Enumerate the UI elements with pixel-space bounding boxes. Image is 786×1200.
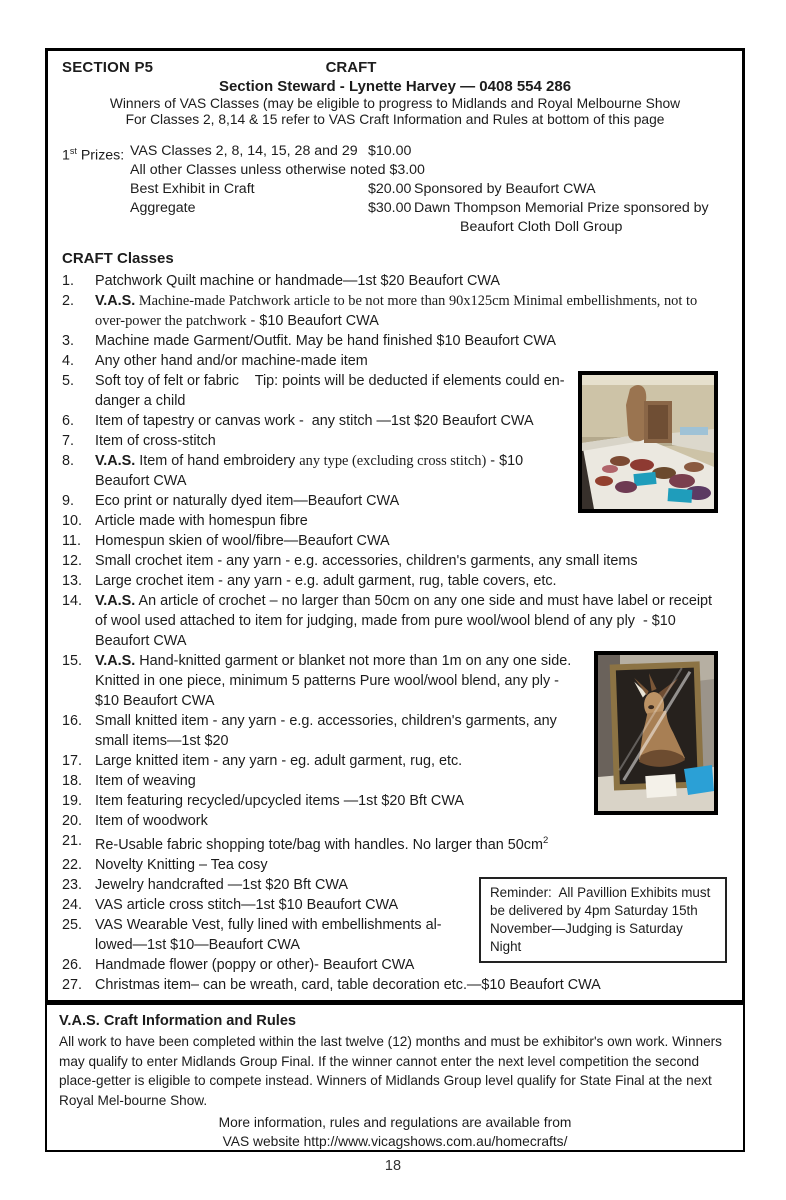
- rules-heading: V.A.S. Craft Information and Rules: [59, 1013, 297, 1029]
- prizes-section: [62, 142, 728, 237]
- section-label: SECTION P5: [62, 59, 154, 76]
- craft-class-item: [62, 651, 728, 711]
- craft-class-item: [62, 271, 728, 291]
- class-text: Patchwork Quilt machine or handmade—1st $20 Beaufort CWA: [95, 273, 500, 289]
- class-text: Item of tapestry or canvas work - any stitch —1st $20 Beaufort CWA: [95, 413, 534, 429]
- class-text: Item of cross-stitch: [95, 433, 216, 449]
- class-text: V.A.S. Machine-made Patchwork article to be not more than 90x125cm Minimal embellishments, not to over-power the patchwork - $10 Beaufort CWA: [95, 293, 701, 329]
- class-number: 7.: [62, 433, 75, 449]
- prize-row: [130, 142, 728, 161]
- prize-amount: [368, 161, 414, 180]
- class-text: Eco print or naturally dyed item—Beaufort CWA: [95, 493, 400, 509]
- class-text: Item featuring recycled/upcycled items —1st $20 Bft CWA: [95, 793, 464, 809]
- class-text: Soft toy of felt or fabric Tip: points will be deducted if elements could en-danger a child: [95, 373, 565, 409]
- prize-amount: $10.00: [368, 143, 412, 159]
- page-number: 18: [384, 1158, 402, 1174]
- class-number: 14.: [62, 593, 83, 609]
- craft-class-item: [62, 915, 728, 955]
- craft-class-item: [62, 511, 728, 531]
- craft-class-item: [62, 551, 728, 571]
- prize-sponsor: [414, 161, 728, 180]
- craft-class-item: [62, 431, 728, 451]
- class-text: Item of woodwork: [95, 813, 208, 829]
- class-text: Small knitted item - any yarn - e.g. accessories, children's garments, any small items—1st $20: [95, 713, 561, 749]
- class-number: 3.: [62, 333, 75, 349]
- class-number: 23.: [62, 876, 83, 893]
- class-text: Homespun skien of wool/fibre—Beaufort CWA: [95, 533, 390, 549]
- class-text: Any other hand and/or machine-made item: [95, 353, 368, 369]
- prize-sponsor: [414, 142, 728, 161]
- craft-class-item: [62, 351, 728, 371]
- prizes-label: 1st Prizes:: [62, 146, 125, 164]
- craft-class-item: [62, 411, 728, 431]
- craft-class-item: [62, 571, 728, 591]
- prizes-rows: [130, 142, 728, 237]
- rules-more-line-2: VAS website http://www.vicagshows.com.au/homecrafts/: [222, 1134, 568, 1149]
- class-text: Handmade flower (poppy or other)- Beaufort CWA: [95, 956, 415, 973]
- craft-classes-heading: CRAFT Classes: [62, 250, 174, 267]
- class-number: 2.: [62, 293, 75, 309]
- class-text: Item of weaving: [95, 773, 196, 789]
- prize-row: [130, 199, 728, 218]
- prize-row: [130, 180, 728, 199]
- prize-desc: VAS Classes 2, 8, 14, 15, 28 and 29: [130, 143, 358, 159]
- prize-desc: All other Classes unless otherwise noted $3.00: [130, 162, 425, 178]
- class-number: 5.: [62, 373, 75, 389]
- class-text: Jewelry handcrafted —1st $20 Bft CWA: [95, 876, 349, 893]
- prize-desc: Best Exhibit in Craft: [130, 181, 255, 197]
- class-text: VAS article cross stitch—1st $10 Beaufort CWA: [95, 896, 399, 913]
- prize-row: [130, 161, 728, 180]
- craft-class-item: [62, 975, 728, 995]
- class-number: 16.: [62, 713, 83, 729]
- class-number: 10.: [62, 513, 83, 529]
- class-text: V.A.S. Hand-knitted garment or blanket not more than 1m on any one side. Knitted in one piece, minimum 5 patterns Pure wool/wool blend, any ply - $10 Beaufort CWA: [95, 653, 576, 709]
- class-number: 19.: [62, 793, 83, 809]
- craft-section-box: [45, 48, 745, 1003]
- craft-class-item: [62, 591, 728, 651]
- craft-class-item: [62, 831, 728, 855]
- class-text: Large crochet item - any yarn - e.g. adult garment, rug, table covers, etc.: [95, 573, 557, 589]
- craft-class-item: [62, 955, 728, 975]
- craft-class-item: [62, 751, 728, 771]
- class-text: Article made with homespun fibre: [95, 513, 308, 529]
- prize-sponsor: Beaufort Cloth Doll Group: [460, 219, 623, 235]
- prize-sponsor: Dawn Thompson Memorial Prize sponsored by: [414, 200, 709, 216]
- class-number: 8.: [62, 453, 75, 469]
- intro-note-1: Winners of VAS Classes (may be eligible to progress to Midlands and Royal Melbourne Show: [109, 96, 681, 111]
- class-text: V.A.S. Item of hand embroidery any type (excluding cross stitch) - $10 Beaufort CWA: [95, 453, 528, 489]
- class-number: 25.: [62, 916, 83, 933]
- prize-row: [130, 218, 728, 237]
- rules-more-line-1: More information, rules and regulations are available from: [218, 1115, 572, 1130]
- prize-amount: $30.00: [368, 200, 412, 216]
- class-number: 12.: [62, 553, 83, 569]
- vas-rules-box: [45, 1003, 745, 1152]
- class-number: 9.: [62, 493, 75, 509]
- class-number: 27.: [62, 976, 83, 993]
- craft-class-item: [62, 491, 728, 511]
- class-text: Novelty Knitting – Tea cosy: [95, 856, 268, 873]
- class-number: 20.: [62, 813, 83, 829]
- header-row: [62, 59, 728, 78]
- intro-note-2: For Classes 2, 8,14 & 15 refer to VAS Craft Information and Rules at bottom of this page: [125, 111, 665, 127]
- class-number: 18.: [62, 773, 83, 789]
- craft-classes-list: [62, 271, 728, 995]
- craft-class-item: [62, 371, 728, 411]
- class-number: 15.: [62, 653, 83, 669]
- class-number: 17.: [62, 753, 83, 769]
- class-number: 24.: [62, 896, 83, 913]
- class-number: 26.: [62, 956, 83, 973]
- craft-class-item: [62, 331, 728, 351]
- prize-desc: Aggregate: [130, 200, 196, 216]
- steward-line: Section Steward - Lynette Harvey — 0408 554 286: [218, 78, 572, 95]
- class-number: 1.: [62, 273, 75, 289]
- prize-amount: $20.00: [368, 181, 412, 197]
- craft-class-item: [62, 771, 728, 791]
- class-number: 13.: [62, 573, 83, 589]
- class-text: Re-Usable fabric shopping tote/bag with handles. No larger than $50cm^2$: [95, 835, 549, 853]
- class-text: Large knitted item - any yarn - eg. adult garment, rug, etc.: [95, 753, 463, 769]
- class-number: 4.: [62, 353, 75, 369]
- class-text: V.A.S. An article of crochet – no larger than 50cm on any one side and must have label or receipt of wool used attached to item for judging, made from pure wool/wool blend of any ply - $10 Beaufort CWA: [95, 593, 717, 649]
- page-title: CRAFT: [325, 59, 377, 76]
- class-text: Machine made Garment/Outfit. May be hand finished $10 Beaufort CWA: [95, 333, 556, 349]
- craft-class-item: [62, 895, 728, 915]
- craft-class-item: [62, 875, 728, 895]
- prize-sponsor: Sponsored by Beaufort CWA: [414, 181, 596, 197]
- craft-class-item: [62, 855, 728, 875]
- class-text: VAS Wearable Vest, fully lined with embellishments al-lowed—1st $10—Beaufort CWA: [95, 916, 442, 953]
- class-number: 6.: [62, 413, 75, 429]
- reminder-text: Reminder: All Pavillion Exhibits must be delivered by 4pm Saturday 15th November—Judging is Saturday Night: [490, 884, 715, 954]
- rules-body: All work to have been completed within the last twelve (12) months and must be exhibitor's own work. Winners may qualify to enter Midlands Group Final. If the winner cannot enter the next level competition the second place-getter is eligible to compete instead. Winners of Midlands Group level qualify for State Final at the next Royal Mel-bourne Show.: [59, 1034, 722, 1108]
- craft-class-item: [62, 791, 728, 811]
- craft-class-item: [62, 531, 728, 551]
- class-text: Small crochet item - any yarn - e.g. accessories, children's garments, any small items: [95, 553, 638, 569]
- class-number: 21.: [62, 833, 83, 849]
- craft-class-item: [62, 811, 728, 831]
- class-text: Christmas item– can be wreath, card, table decoration etc.—$10 Beaufort CWA: [95, 976, 601, 993]
- craft-class-item: [62, 291, 728, 331]
- craft-class-item: [62, 451, 728, 491]
- craft-class-item: [62, 711, 728, 751]
- class-number: 11.: [62, 533, 81, 549]
- class-number: 22.: [62, 856, 83, 873]
